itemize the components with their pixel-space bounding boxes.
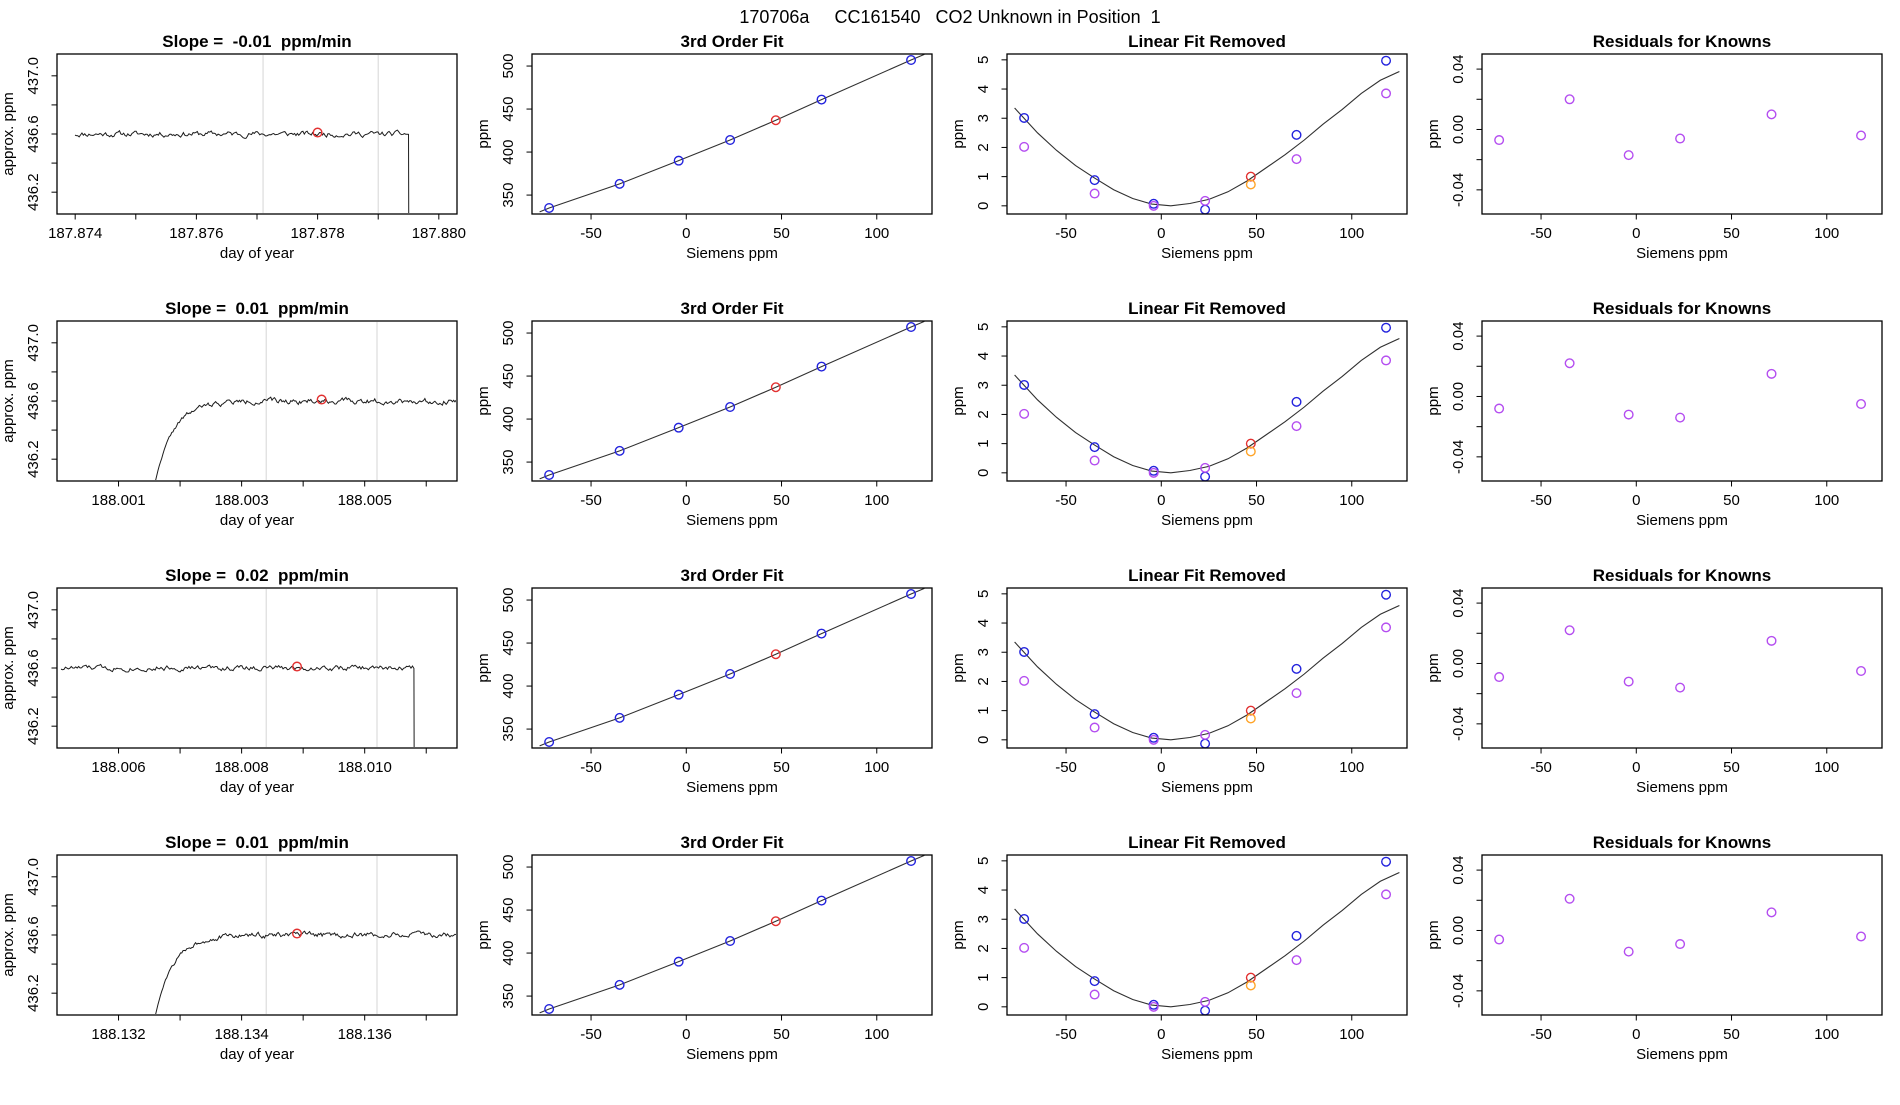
linear-removed-plot-row1: [950, 32, 1425, 299]
svg-text:188.132: 188.132: [91, 1026, 146, 1043]
svg-text:-50: -50: [1055, 759, 1077, 776]
fit-plot-row3: [475, 566, 950, 833]
svg-text:Linear Fit Removed: Linear Fit Removed: [1128, 833, 1286, 852]
svg-text:-50: -50: [580, 1026, 602, 1043]
svg-text:400: 400: [500, 406, 517, 432]
svg-text:Linear Fit Removed: Linear Fit Removed: [1128, 566, 1286, 585]
svg-text:436.6: 436.6: [25, 382, 42, 420]
svg-text:Residuals for Knowns: Residuals for Knowns: [1592, 566, 1772, 585]
svg-text:ppm: ppm: [1425, 653, 1442, 683]
svg-text:436.2: 436.2: [25, 440, 42, 478]
svg-text:Siemens ppm: Siemens ppm: [1161, 779, 1253, 796]
svg-text:day of year: day of year: [219, 245, 295, 262]
svg-text:3rd Order Fit: 3rd Order Fit: [680, 299, 784, 318]
svg-text:100: 100: [1339, 1026, 1365, 1043]
svg-text:100: 100: [864, 759, 890, 776]
svg-text:0: 0: [682, 225, 691, 242]
svg-text:100: 100: [864, 225, 890, 242]
svg-text:-50: -50: [1055, 1026, 1077, 1043]
svg-text:-0.04: -0.04: [1450, 973, 1467, 1008]
svg-text:437.0: 437.0: [25, 57, 42, 95]
panel-row2-residuals: [1425, 299, 1900, 566]
svg-text:Siemens ppm: Siemens ppm: [1636, 245, 1728, 262]
svg-text:3rd Order Fit: 3rd Order Fit: [680, 566, 784, 585]
panel-row1-timeseries: [0, 32, 475, 299]
svg-text:-0.04: -0.04: [1450, 706, 1467, 741]
svg-text:2: 2: [975, 944, 992, 953]
svg-text:187.880: 187.880: [411, 225, 466, 242]
svg-text:ppm: ppm: [475, 653, 492, 683]
svg-text:Linear Fit Removed: Linear Fit Removed: [1128, 299, 1286, 318]
svg-text:3rd Order Fit: 3rd Order Fit: [680, 32, 784, 51]
fit-plot-row1: [475, 32, 950, 299]
svg-text:50: 50: [1723, 492, 1740, 509]
svg-text:0: 0: [1632, 225, 1641, 242]
svg-text:Slope = 0.02 ppm/min: Slope = 0.02 ppm/min: [165, 566, 349, 585]
svg-text:100: 100: [1339, 759, 1365, 776]
svg-text:Slope = -0.01 ppm/min: Slope = -0.01 ppm/min: [162, 32, 352, 51]
svg-text:Siemens ppm: Siemens ppm: [1161, 512, 1253, 529]
svg-text:500: 500: [500, 320, 517, 346]
svg-text:436.2: 436.2: [25, 707, 42, 745]
svg-text:188.010: 188.010: [337, 759, 392, 776]
svg-text:3: 3: [975, 915, 992, 924]
svg-text:50: 50: [1248, 759, 1265, 776]
svg-text:Slope = 0.01 ppm/min: Slope = 0.01 ppm/min: [165, 833, 349, 852]
svg-text:188.001: 188.001: [91, 492, 146, 509]
fit-plot-row4: [475, 833, 950, 1100]
panel-row2-linear-fit-removed: [950, 299, 1425, 566]
svg-text:-50: -50: [580, 759, 602, 776]
svg-text:50: 50: [1723, 1026, 1740, 1043]
svg-text:437.0: 437.0: [25, 591, 42, 629]
svg-text:-50: -50: [580, 492, 602, 509]
svg-text:approx. ppm: approx. ppm: [0, 893, 17, 977]
svg-text:450: 450: [500, 897, 517, 923]
svg-text:436.6: 436.6: [25, 649, 42, 687]
svg-text:350: 350: [500, 182, 517, 208]
page-title: 170706a CC161540 CO2 Unknown in Position 1: [739, 7, 1161, 27]
svg-text:5: 5: [975, 55, 992, 65]
svg-text:ppm: ppm: [1425, 920, 1442, 950]
svg-text:0.04: 0.04: [1450, 855, 1467, 885]
svg-text:3: 3: [975, 648, 992, 657]
svg-text:436.2: 436.2: [25, 173, 42, 211]
panel-row4-timeseries: [0, 833, 475, 1100]
svg-text:350: 350: [500, 716, 517, 742]
svg-text:100: 100: [864, 492, 890, 509]
svg-text:400: 400: [500, 940, 517, 966]
svg-text:500: 500: [500, 854, 517, 880]
svg-text:400: 400: [500, 673, 517, 699]
svg-text:187.878: 187.878: [290, 225, 345, 242]
svg-text:100: 100: [1814, 492, 1840, 509]
svg-text:0: 0: [682, 492, 691, 509]
svg-text:0.04: 0.04: [1450, 321, 1467, 351]
svg-text:188.003: 188.003: [214, 492, 269, 509]
panel-row2-3rd-order-fit: [475, 299, 950, 566]
svg-text:4: 4: [975, 618, 992, 628]
svg-text:4: 4: [975, 885, 992, 895]
svg-text:ppm: ppm: [1425, 386, 1442, 416]
svg-text:-50: -50: [1530, 759, 1552, 776]
svg-text:1: 1: [975, 973, 992, 982]
svg-text:Residuals for Knowns: Residuals for Knowns: [1592, 299, 1772, 318]
svg-text:ppm: ppm: [950, 920, 967, 950]
residuals-plot-row4: [1425, 833, 1900, 1100]
panel-row1-residuals: [1425, 32, 1900, 299]
linear-removed-plot-row4: [950, 833, 1425, 1100]
svg-text:188.006: 188.006: [91, 759, 146, 776]
svg-text:approx. ppm: approx. ppm: [0, 359, 17, 443]
svg-text:2: 2: [975, 143, 992, 152]
svg-text:0.00: 0.00: [1450, 648, 1467, 679]
svg-text:ppm: ppm: [950, 653, 967, 683]
panel-row4-linear-fit-removed: [950, 833, 1425, 1100]
timeseries-plot-row1: [0, 32, 475, 299]
svg-text:Siemens ppm: Siemens ppm: [1636, 512, 1728, 529]
svg-text:0: 0: [1157, 492, 1166, 509]
panel-row1-linear-fit-removed: [950, 32, 1425, 299]
svg-text:436.6: 436.6: [25, 115, 42, 153]
svg-text:4: 4: [975, 351, 992, 361]
svg-text:0: 0: [975, 735, 992, 744]
svg-text:188.005: 188.005: [337, 492, 392, 509]
svg-text:1: 1: [975, 439, 992, 448]
svg-text:100: 100: [1814, 1026, 1840, 1043]
svg-text:100: 100: [864, 1026, 890, 1043]
svg-text:2: 2: [975, 677, 992, 686]
plot-grid: [0, 32, 1900, 1100]
svg-text:-50: -50: [1530, 492, 1552, 509]
panel-row2-timeseries: [0, 299, 475, 566]
svg-text:5: 5: [975, 856, 992, 866]
svg-text:188.134: 188.134: [214, 1026, 269, 1043]
svg-text:0: 0: [1157, 1026, 1166, 1043]
svg-text:3: 3: [975, 114, 992, 123]
svg-text:50: 50: [1248, 225, 1265, 242]
svg-text:50: 50: [773, 492, 790, 509]
svg-text:approx. ppm: approx. ppm: [0, 626, 17, 710]
svg-text:0: 0: [975, 201, 992, 210]
svg-text:400: 400: [500, 139, 517, 165]
svg-text:437.0: 437.0: [25, 324, 42, 362]
svg-text:-50: -50: [1055, 492, 1077, 509]
svg-text:100: 100: [1814, 225, 1840, 242]
svg-text:187.874: 187.874: [48, 225, 103, 242]
svg-text:Siemens ppm: Siemens ppm: [686, 1046, 778, 1063]
svg-text:1: 1: [975, 706, 992, 715]
panel-row3-residuals: [1425, 566, 1900, 833]
svg-text:Residuals for Knowns: Residuals for Knowns: [1592, 833, 1772, 852]
svg-text:0: 0: [1157, 225, 1166, 242]
svg-text:day of year: day of year: [219, 512, 295, 529]
svg-text:450: 450: [500, 630, 517, 656]
svg-text:436.2: 436.2: [25, 974, 42, 1012]
timeseries-plot-row2: [0, 299, 475, 566]
svg-text:3rd Order Fit: 3rd Order Fit: [680, 833, 784, 852]
residuals-plot-row1: [1425, 32, 1900, 299]
svg-text:5: 5: [975, 589, 992, 599]
svg-text:Slope = 0.01 ppm/min: Slope = 0.01 ppm/min: [165, 299, 349, 318]
svg-text:ppm: ppm: [950, 119, 967, 149]
svg-text:0.00: 0.00: [1450, 114, 1467, 145]
svg-text:50: 50: [1723, 759, 1740, 776]
svg-text:0: 0: [1632, 1026, 1641, 1043]
svg-text:-0.04: -0.04: [1450, 172, 1467, 207]
svg-text:Linear Fit Removed: Linear Fit Removed: [1128, 32, 1286, 51]
svg-text:Siemens ppm: Siemens ppm: [686, 779, 778, 796]
svg-text:0: 0: [682, 759, 691, 776]
svg-text:ppm: ppm: [1425, 119, 1442, 149]
svg-text:0: 0: [1632, 492, 1641, 509]
svg-text:450: 450: [500, 363, 517, 389]
svg-text:ppm: ppm: [475, 119, 492, 149]
svg-text:approx. ppm: approx. ppm: [0, 92, 17, 176]
svg-text:0.00: 0.00: [1450, 381, 1467, 412]
svg-text:0: 0: [975, 468, 992, 477]
svg-text:450: 450: [500, 96, 517, 122]
panel-row3-timeseries: [0, 566, 475, 833]
svg-text:350: 350: [500, 983, 517, 1009]
svg-text:0: 0: [1157, 759, 1166, 776]
residuals-plot-row3: [1425, 566, 1900, 833]
svg-text:100: 100: [1814, 759, 1840, 776]
timeseries-plot-row4: [0, 833, 475, 1100]
linear-removed-plot-row3: [950, 566, 1425, 833]
svg-text:Siemens ppm: Siemens ppm: [1636, 779, 1728, 796]
svg-text:4: 4: [975, 84, 992, 94]
svg-text:-50: -50: [1530, 225, 1552, 242]
svg-text:0.04: 0.04: [1450, 54, 1467, 84]
svg-text:0: 0: [1632, 759, 1641, 776]
svg-text:0.00: 0.00: [1450, 915, 1467, 946]
svg-text:50: 50: [1248, 1026, 1265, 1043]
svg-text:day of year: day of year: [219, 779, 295, 796]
svg-text:500: 500: [500, 53, 517, 79]
svg-text:Siemens ppm: Siemens ppm: [686, 245, 778, 262]
svg-text:Siemens ppm: Siemens ppm: [1636, 1046, 1728, 1063]
svg-text:-50: -50: [1055, 225, 1077, 242]
svg-text:50: 50: [1723, 225, 1740, 242]
svg-text:188.136: 188.136: [337, 1026, 392, 1043]
svg-text:50: 50: [773, 759, 790, 776]
panel-row3-3rd-order-fit: [475, 566, 950, 833]
svg-text:3: 3: [975, 381, 992, 390]
linear-removed-plot-row2: [950, 299, 1425, 566]
panel-row1-3rd-order-fit: [475, 32, 950, 299]
svg-text:ppm: ppm: [475, 386, 492, 416]
svg-text:1: 1: [975, 172, 992, 181]
fit-plot-row2: [475, 299, 950, 566]
panel-row3-linear-fit-removed: [950, 566, 1425, 833]
panel-row4-residuals: [1425, 833, 1900, 1100]
svg-text:187.876: 187.876: [169, 225, 224, 242]
svg-text:437.0: 437.0: [25, 858, 42, 896]
svg-text:188.008: 188.008: [214, 759, 269, 776]
svg-text:100: 100: [1339, 225, 1365, 242]
svg-text:350: 350: [500, 449, 517, 475]
svg-text:-50: -50: [580, 225, 602, 242]
svg-text:5: 5: [975, 322, 992, 332]
svg-text:50: 50: [773, 225, 790, 242]
svg-text:day of year: day of year: [219, 1046, 295, 1063]
timeseries-plot-row3: [0, 566, 475, 833]
svg-text:-50: -50: [1530, 1026, 1552, 1043]
svg-text:Siemens ppm: Siemens ppm: [1161, 1046, 1253, 1063]
svg-text:0.04: 0.04: [1450, 588, 1467, 618]
residuals-plot-row2: [1425, 299, 1900, 566]
svg-text:2: 2: [975, 410, 992, 419]
svg-text:Siemens ppm: Siemens ppm: [686, 512, 778, 529]
svg-text:Residuals for Knowns: Residuals for Knowns: [1592, 32, 1772, 51]
svg-text:0: 0: [975, 1002, 992, 1011]
svg-text:500: 500: [500, 587, 517, 613]
svg-text:436.6: 436.6: [25, 916, 42, 954]
svg-text:100: 100: [1339, 492, 1365, 509]
svg-text:0: 0: [682, 1026, 691, 1043]
svg-text:Siemens ppm: Siemens ppm: [1161, 245, 1253, 262]
svg-text:ppm: ppm: [950, 386, 967, 416]
svg-text:50: 50: [773, 1026, 790, 1043]
panel-row4-3rd-order-fit: [475, 833, 950, 1100]
svg-text:-0.04: -0.04: [1450, 439, 1467, 474]
svg-text:50: 50: [1248, 492, 1265, 509]
svg-text:ppm: ppm: [475, 920, 492, 950]
